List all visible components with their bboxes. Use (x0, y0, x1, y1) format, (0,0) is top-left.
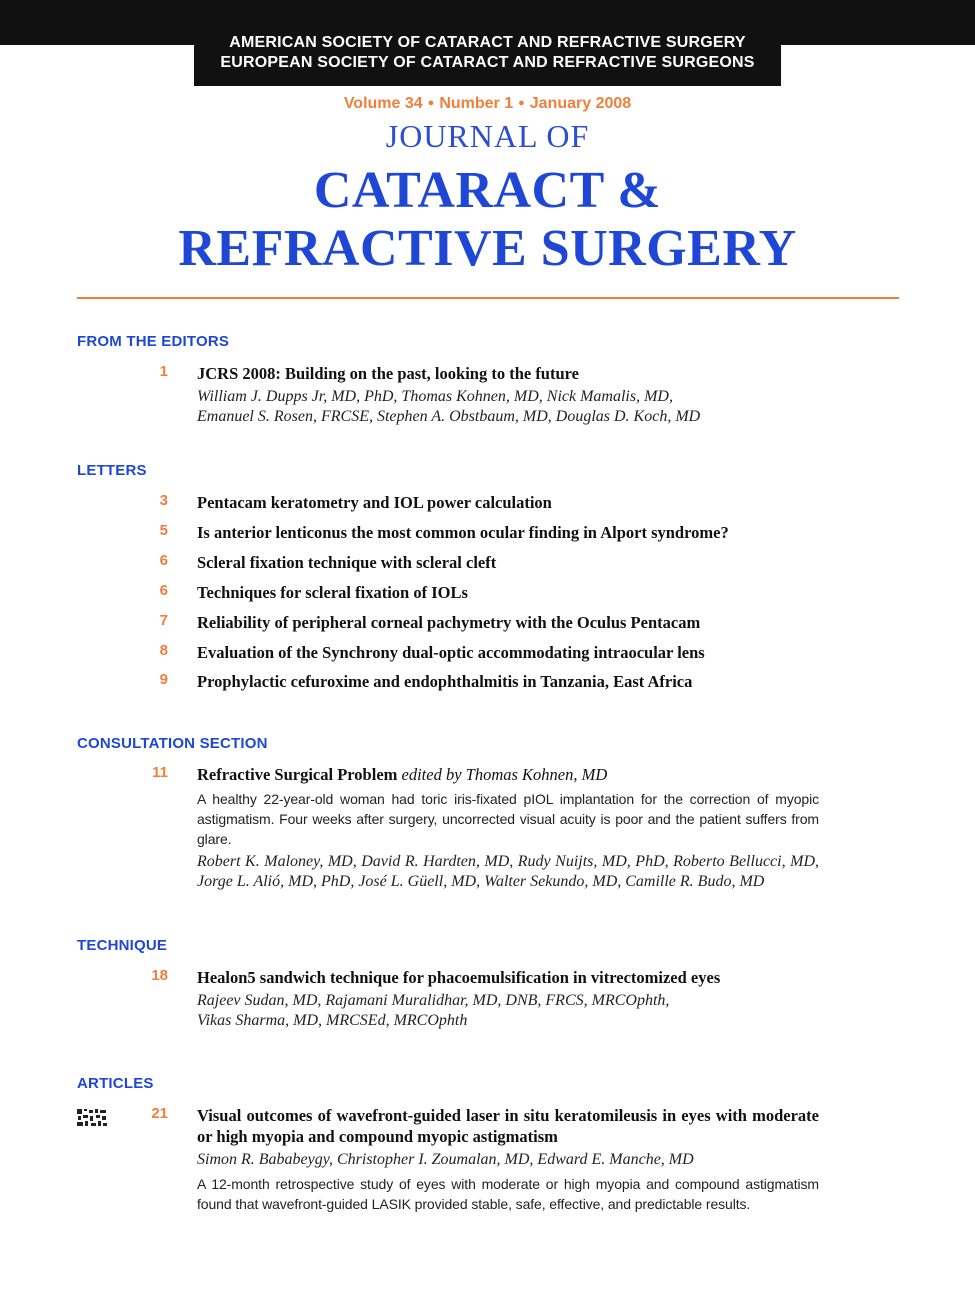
entry-title[interactable]: Prophylactic cefuroxime and endophthalmitis in Tanzania, East Africa (197, 672, 693, 691)
entry-authors: Robert K. Maloney, MD, David R. Hardten, MD, Rudy Nuijts, MD, PhD, Roberto Bellucci, MD, Jorge L. Alió, MD, PhD, José L. Güell, MD, Walter Sekundo, MD, Camille R. Budo, MD (197, 853, 819, 890)
entry-title[interactable]: Visual outcomes of wavefront-guided laser in situ keratomileusis in eyes with moderate or high myopia and compound myopic astigmatism (197, 1106, 819, 1146)
page-number: 8 (159, 642, 168, 659)
page-number: 1 (159, 363, 168, 380)
entry-title[interactable]: Evaluation of the Synchrony dual-optic accommodating intraocular lens (197, 643, 705, 662)
page-number: 6 (159, 552, 168, 569)
volume: Volume 34 (343, 95, 423, 112)
journal-title (0, 162, 975, 278)
society-banner (194, 30, 781, 86)
edited-by: edited by Thomas Kohnen, MD (401, 765, 608, 784)
page-number: 11 (152, 764, 168, 781)
entry-title[interactable]: Is anterior lenticonus the most common ocular finding in Alport syndrome? (197, 523, 729, 542)
entry-authors: William J. Dupps Jr, MD, PhD, Thomas Kohnen, MD, Nick Mamalis, MD, Emanuel S. Rosen, FRCSE, Stephen A. Obstbaum, MD, Douglas D. Koch, MD (197, 388, 701, 425)
page-number: 7 (159, 612, 168, 629)
section-heading-technique: TECHNIQUE (77, 937, 168, 954)
journal-title-line-2: REFRACTIVE SURGERY (178, 220, 797, 277)
section-heading-letters: LETTERS (77, 462, 147, 479)
issue-info (0, 95, 975, 113)
journal-of: JOURNAL OF (385, 118, 590, 154)
page-number: 9 (159, 671, 168, 688)
page-number: 3 (159, 492, 168, 509)
entry-title[interactable]: JCRS 2008: Building on the past, looking to the future (197, 364, 580, 383)
issue-date: January 2008 (529, 95, 632, 112)
society-line-2: EUROPEAN SOCIETY OF CATARACT AND REFRACTIVE SURGEONS (220, 54, 755, 71)
section-heading-editors: FROM THE EDITORS (77, 333, 230, 350)
issue-number: Number 1 (439, 95, 514, 112)
bullet-icon: ● (518, 97, 525, 109)
journal-title-line-1: CATARACT & (313, 162, 662, 219)
entry-authors: Simon R. Bababeygy, Christopher I. Zoumalan, MD, Edward E. Manche, MD (197, 1151, 694, 1168)
section-heading-articles: ARTICLES (77, 1075, 154, 1092)
entry-title[interactable]: Scleral fixation technique with scleral cleft (197, 553, 497, 572)
divider-rule (77, 297, 899, 299)
page-number: 5 (159, 522, 168, 539)
page-number: 6 (159, 582, 168, 599)
entry-title[interactable]: Techniques for scleral fixation of IOLs (197, 583, 468, 602)
entry-title[interactable]: Refractive Surgical Problem edited by Thomas Kohnen, MD (197, 765, 608, 784)
society-line-1: AMERICAN SOCIETY OF CATARACT AND REFRACTIVE SURGERY (229, 34, 746, 51)
entry-abstract: A 12-month retrospective study of eyes with moderate or high myopia and compound astigmatism found that wavefront-guided LASIK provided stable, safe, effective, and predictable results. (197, 1176, 819, 1212)
entry-title[interactable]: Pentacam keratometry and IOL power calculation (197, 493, 552, 512)
page-number: 21 (151, 1105, 168, 1122)
entry-abstract: A healthy 22-year-old woman had toric iris-fixated pIOL implantation for the correction of myopic astigmatism. Four weeks after surgery, uncorrected visual acuity is poor and the patient suffers from glare. (197, 791, 819, 847)
qr-code-icon (76, 1108, 108, 1128)
bullet-icon: ● (427, 97, 435, 109)
section-heading-consultation: CONSULTATION SECTION (77, 735, 268, 752)
page-number: 18 (151, 967, 168, 984)
entry-authors: Rajeev Sudan, MD, Rajamani Muralidhar, MD, DNB, FRCS, MRCOphth, Vikas Sharma, MD, MRCSEd, MRCOphth (197, 992, 670, 1029)
entry-title[interactable]: Healon5 sandwich technique for phacoemulsification in vitrectomized eyes (197, 968, 721, 987)
entry-title[interactable]: Reliability of peripheral corneal pachymetry with the Oculus Pentacam (197, 613, 701, 632)
